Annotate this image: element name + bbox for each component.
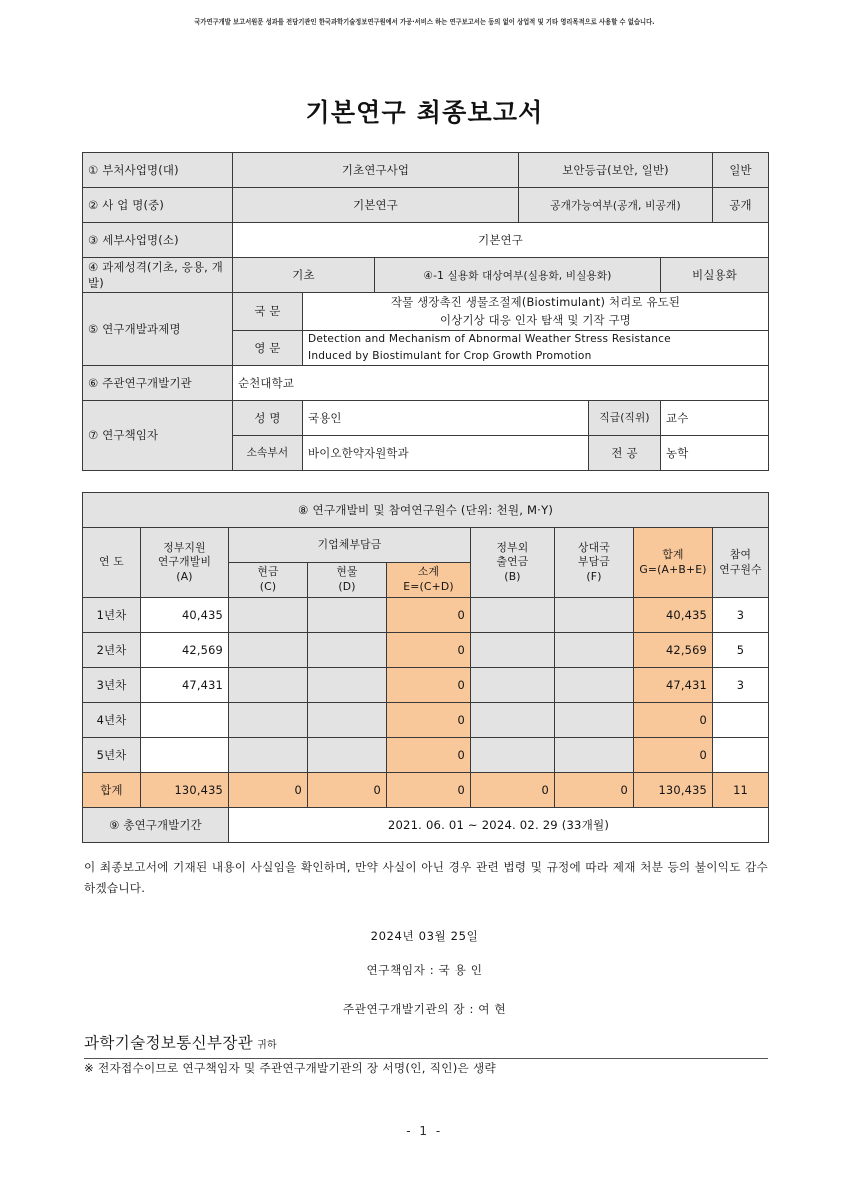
cell-total-label: 합계 xyxy=(83,773,141,808)
cell-partner xyxy=(555,703,634,738)
label-pi-name: 성 명 xyxy=(233,400,303,435)
budget-table xyxy=(82,492,769,843)
label-host-institution: ⑥ 주관연구개발기관 xyxy=(83,365,233,400)
header-nongov-funding xyxy=(471,528,555,598)
cell-in-kind xyxy=(308,633,387,668)
cell-total-in-kind: 0 xyxy=(308,773,387,808)
header-total-line-2: G=(A+B+E) xyxy=(639,562,707,576)
value-title-korean xyxy=(303,293,769,331)
cell-partner xyxy=(555,598,634,633)
page-number: - 1 - xyxy=(406,1124,443,1138)
title-korean-line-2: 이상기상 대응 인자 탐색 및 기작 구명 xyxy=(440,313,632,328)
cell-nongov xyxy=(471,703,555,738)
value-project-type: 기초 xyxy=(233,258,375,293)
cell-total: 0 xyxy=(634,738,713,773)
budget-row-total xyxy=(83,773,769,808)
cell-nongov xyxy=(471,598,555,633)
cell-partner xyxy=(555,633,634,668)
label-title-english: 영 문 xyxy=(233,330,303,365)
label-ministry-program: ① 부처사업명(대) xyxy=(83,153,233,188)
label-principal-investigator: ⑦ 연구책임자 xyxy=(83,400,233,470)
header-nongov-line-3: (B) xyxy=(504,569,521,583)
table-row-pi-name xyxy=(83,400,769,435)
cell-nongov xyxy=(471,668,555,703)
cell-gov-support: 47,431 xyxy=(141,668,229,703)
cell-researchers xyxy=(713,738,769,773)
label-pi-position: 직급(직위) xyxy=(589,400,661,435)
cell-year: 3년차 xyxy=(83,668,141,703)
cell-researchers: 3 xyxy=(713,668,769,703)
label-project-type: ④ 과제성격(기초, 응용, 개발) xyxy=(83,258,233,293)
cell-researchers xyxy=(713,703,769,738)
value-host-institution: 순천대학교 xyxy=(233,365,769,400)
copyright-disclaimer: 국가연구개발 보고서원문 성과를 전담기관인 한국과학기술정보연구원에서 가공·서비스 하는 연구보고서는 동의 없이 상업적 및 기타 영리목적으로 사용할 수 없습니다. xyxy=(194,18,655,27)
header-researcher-count xyxy=(713,528,769,598)
budget-header-row-1 xyxy=(83,528,769,563)
cell-year: 4년차 xyxy=(83,703,141,738)
cell-cash xyxy=(229,633,308,668)
value-title-english xyxy=(303,330,769,365)
cell-cash xyxy=(229,703,308,738)
header-cash-line-1: 현금 xyxy=(257,565,279,579)
cell-in-kind xyxy=(308,598,387,633)
cell-total-researchers: 11 xyxy=(713,773,769,808)
cell-in-kind xyxy=(308,703,387,738)
cell-gov-support xyxy=(141,738,229,773)
budget-row-period xyxy=(83,808,769,843)
cell-gov-support xyxy=(141,703,229,738)
cell-nongov xyxy=(471,633,555,668)
header-total-line-1: 합계 xyxy=(662,547,684,561)
header-partner-line-3: (F) xyxy=(586,569,602,583)
cell-in-kind xyxy=(308,738,387,773)
label-title-korean: 국 문 xyxy=(233,293,303,331)
table-row-program-name xyxy=(83,188,769,223)
budget-row-year-1 xyxy=(83,598,769,633)
value-commercialization: 비실용화 xyxy=(661,258,769,293)
label-pi-major: 전 공 xyxy=(589,435,661,470)
title-korean-line-1: 작물 생장촉진 생물조절제(Biostimulant) 처리로 유도된 xyxy=(390,295,681,309)
signature-principal-investigator: 연구책임자 : 국 용 인 xyxy=(366,963,483,977)
header-nongov-line-2: 출연금 xyxy=(496,555,529,569)
header-in-kind xyxy=(308,563,387,598)
cell-researchers: 5 xyxy=(713,633,769,668)
value-pi-department: 바이오한약자원학과 xyxy=(303,435,589,470)
addressee-honorific: 귀하 xyxy=(257,1040,277,1051)
page-title: 기본연구 최종보고서 xyxy=(305,98,544,127)
signature-institution-head: 주관연구개발기관의 장 : 여 현 xyxy=(342,1002,507,1016)
header-year: 연 도 xyxy=(83,528,141,598)
label-research-period: ⑨ 총연구개발기간 xyxy=(83,808,229,843)
header-gov-support-line-2: 연구개발비 xyxy=(157,555,212,569)
header-nongov-line-1: 정부외 xyxy=(496,540,529,554)
cell-gov-support: 42,569 xyxy=(141,633,229,668)
value-disclosure: 공개 xyxy=(713,188,769,223)
cell-researchers: 3 xyxy=(713,598,769,633)
cell-partner xyxy=(555,668,634,703)
cell-subtotal: 0 xyxy=(387,738,471,773)
header-gov-support xyxy=(141,528,229,598)
header-subtotal xyxy=(387,563,471,598)
header-in-kind-line-1: 현물 xyxy=(336,565,358,579)
header-subtotal-line-2: E=(C+D) xyxy=(403,580,454,593)
budget-row-year-4 xyxy=(83,703,769,738)
header-partner-line-1: 상대국 xyxy=(578,540,610,554)
cell-total: 47,431 xyxy=(634,668,713,703)
cell-cash xyxy=(229,598,308,633)
header-partner-country xyxy=(555,528,634,598)
report-info-table xyxy=(82,152,769,471)
header-gov-support-line-3: (A) xyxy=(176,569,193,583)
signature-date: 2024년 03월 25일 xyxy=(370,929,479,943)
header-researchers-line-2: 연구원수 xyxy=(719,562,762,576)
cell-subtotal: 0 xyxy=(387,633,471,668)
table-row-ministry-program xyxy=(83,153,769,188)
addressee xyxy=(84,1031,768,1059)
cell-total-grand: 130,435 xyxy=(634,773,713,808)
value-research-period: 2021. 06. 01 ~ 2024. 02. 29 (33개월) xyxy=(229,808,769,843)
cell-total: 42,569 xyxy=(634,633,713,668)
cell-total-subtotal: 0 xyxy=(387,773,471,808)
label-program-name: ② 사 업 명(중) xyxy=(83,188,233,223)
cell-cash xyxy=(229,668,308,703)
budget-row-year-5 xyxy=(83,738,769,773)
value-subprogram: 기본연구 xyxy=(233,223,769,258)
table-row-project-type xyxy=(83,258,769,293)
value-ministry-program: 기초연구사업 xyxy=(233,153,519,188)
value-pi-name: 국용인 xyxy=(303,400,589,435)
cell-total-cash: 0 xyxy=(229,773,308,808)
budget-row-year-2 xyxy=(83,633,769,668)
header-partner-line-2: 부담금 xyxy=(578,555,610,569)
value-pi-major: 농학 xyxy=(661,435,769,470)
value-pi-position: 교수 xyxy=(661,400,769,435)
title-english-line-1: Detection and Mechanism of Abnormal Weather Stress Resistance xyxy=(308,333,671,346)
table-row-project-title-kor xyxy=(83,293,769,331)
electronic-submission-note: ※ 전자접수이므로 연구책임자 및 주관연구개발기관의 장 서명(인, 직인)은 생략 xyxy=(84,1061,497,1075)
cell-gov-support: 40,435 xyxy=(141,598,229,633)
addressee-name: 과학기술정보통신부장관 xyxy=(84,1034,254,1052)
cell-cash xyxy=(229,738,308,773)
header-researchers-line-1: 참여 xyxy=(729,547,752,561)
table-row-subprogram xyxy=(83,223,769,258)
label-pi-department: 소속부서 xyxy=(233,435,303,470)
header-cash-line-2: (C) xyxy=(259,580,277,593)
header-cash xyxy=(229,563,308,598)
cell-total-nongov: 0 xyxy=(471,773,555,808)
value-security-grade: 일반 xyxy=(713,153,769,188)
header-in-kind-line-2: (D) xyxy=(338,580,356,593)
cell-year: 5년차 xyxy=(83,738,141,773)
label-subprogram: ③ 세부사업명(소) xyxy=(83,223,233,258)
budget-section-title-row xyxy=(83,493,769,528)
header-grand-total xyxy=(634,528,713,598)
table-row-host-institution xyxy=(83,365,769,400)
cell-partner xyxy=(555,738,634,773)
cell-in-kind xyxy=(308,668,387,703)
label-commercialization: ④-1 실용화 대상여부(실용화, 비실용화) xyxy=(375,258,661,293)
value-program-name: 기본연구 xyxy=(233,188,519,223)
budget-row-year-3 xyxy=(83,668,769,703)
cell-total-gov-support: 130,435 xyxy=(141,773,229,808)
label-project-title: ⑤ 연구개발과제명 xyxy=(83,293,233,366)
header-gov-support-line-1: 정부지원 xyxy=(163,540,206,554)
cell-nongov xyxy=(471,738,555,773)
header-subtotal-line-1: 소계 xyxy=(417,565,440,579)
cell-subtotal: 0 xyxy=(387,703,471,738)
cell-total: 0 xyxy=(634,703,713,738)
cell-subtotal: 0 xyxy=(387,668,471,703)
title-english-line-2: Induced by Biostimulant for Crop Growth Promotion xyxy=(308,349,592,362)
cell-year: 2년차 xyxy=(83,633,141,668)
cell-year: 1년차 xyxy=(83,598,141,633)
truth-statement: 이 최종보고서에 기재된 내용이 사실임을 확인하며, 만약 사실이 아닌 경우 관련 법령 및 규정에 따라 제재 처분 등의 불이익도 감수하겠습니다. xyxy=(84,860,768,896)
label-security-grade: 보안등급(보안, 일반) xyxy=(519,153,713,188)
cell-total: 40,435 xyxy=(634,598,713,633)
budget-section-title: ⑧ 연구개발비 및 참여연구원수 (단위: 천원, M·Y) xyxy=(83,493,769,528)
cell-subtotal: 0 xyxy=(387,598,471,633)
label-disclosure: 공개가능여부(공개, 비공개) xyxy=(519,188,713,223)
cell-total-partner: 0 xyxy=(555,773,634,808)
header-company-contribution: 기업체부담금 xyxy=(229,528,471,563)
